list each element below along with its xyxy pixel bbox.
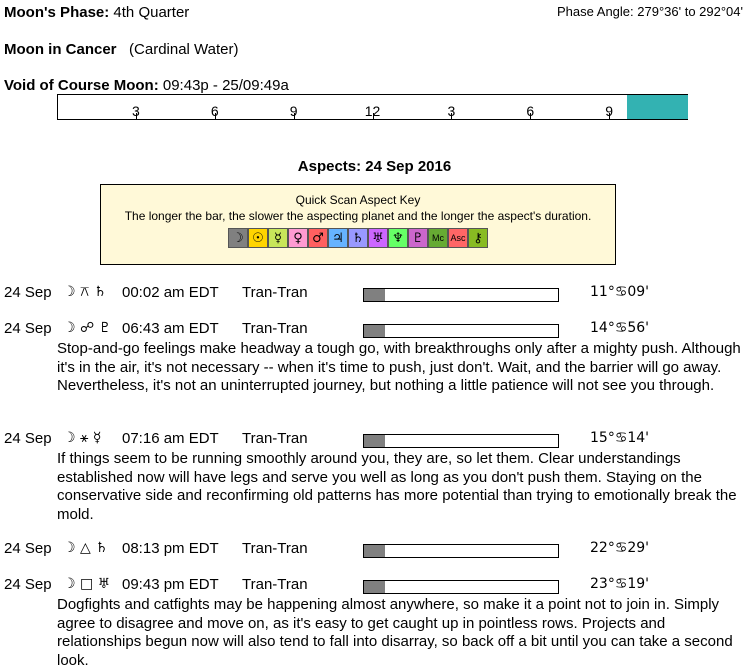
void-of-course-label: Void of Course Moon:: [4, 77, 159, 94]
aspect-header-line: [0, 540, 749, 560]
venus-icon: ♀: [288, 228, 308, 248]
aspect-symbols: ☽ ⚹ ☿: [63, 430, 102, 446]
aspect-duration-bar: [363, 288, 559, 302]
aspect-date: 24 Sep: [4, 576, 52, 593]
moon-phase-value: 4th Quarter: [113, 4, 190, 21]
aspect-key-title: Quick Scan Aspect Key: [295, 193, 421, 207]
moon-phase-label: Moon's Phase:: [4, 4, 110, 21]
midheaven-icon: Mc: [428, 228, 448, 248]
moon-sign-row: [4, 41, 239, 58]
aspect-kind: Tran-Tran: [242, 320, 308, 337]
aspect-kind: Tran-Tran: [242, 284, 308, 301]
aspect-time: 07:16 am EDT: [122, 430, 219, 447]
aspect-description: Stop-and-go feelings make headway a tough go, with breakthroughs only after a mighty push. Although it's in the air, it's not necessary -- when it's time to push, just don't. Wait, and the barrier will go away. Nevertheless, it's not an uninterrupted journey, but nothing a little patience will not see you through.: [57, 340, 741, 394]
uranus-icon: ♅: [368, 228, 388, 248]
aspect-kind: Tran-Tran: [242, 576, 308, 593]
timeline-tick-label: 9: [289, 103, 298, 119]
aspect-date: 24 Sep: [4, 320, 52, 337]
aspect-entry: [0, 430, 749, 524]
aspect-header-line: [0, 284, 749, 304]
timeline-tick-label: 6: [526, 103, 535, 119]
aspect-symbols: ☽ □ ♅: [63, 576, 111, 592]
aspect-duration-fill: [364, 435, 385, 447]
mercury-icon: ☿: [268, 228, 288, 248]
aspect-duration-bar: [363, 434, 559, 448]
pluto-icon: ♇: [408, 228, 428, 248]
aspect-duration-fill: [364, 325, 385, 337]
aspect-date: 24 Sep: [4, 540, 52, 557]
aspect-header-line: [0, 430, 749, 450]
moon-sign-label: Moon in Cancer: [4, 41, 117, 58]
moon-phase-row: [4, 4, 189, 21]
aspect-degree: 15°♋14': [590, 430, 650, 446]
aspect-degree: 23°♋19': [590, 576, 650, 592]
aspects-title: Aspects: 24 Sep 2016: [297, 158, 452, 175]
aspect-key-box: [100, 184, 616, 265]
void-of-course-timeline: [57, 94, 688, 120]
aspect-time: 08:13 pm EDT: [122, 540, 219, 557]
timeline-tick-label: 3: [131, 103, 140, 119]
timeline-tick-label: 9: [605, 103, 614, 119]
aspect-time: 06:43 am EDT: [122, 320, 219, 337]
aspect-kind: Tran-Tran: [242, 430, 308, 447]
saturn-icon: ♄: [348, 228, 368, 248]
void-of-course-fill: [627, 95, 688, 119]
moon-icon: ☽: [228, 228, 248, 248]
aspect-duration-bar: [363, 580, 559, 594]
aspect-degree: 11°♋09': [590, 284, 650, 300]
aspect-description: If things seem to be running smoothly around you, they are, so let them. Clear understandings established now will have legs and serve you well as long as you don't push them. Staying on the conservative side and reconfirming old patterns has more potential than trying to emotionally break the mold.: [57, 450, 737, 523]
timeline-tick-label: 12: [364, 103, 381, 119]
ascendant-icon: Asc: [448, 228, 468, 248]
void-of-course-value: 09:43p - 25/09:49a: [162, 77, 289, 94]
aspect-duration-bar: [363, 324, 559, 338]
aspect-key-description: The longer the bar, the slower the aspecting planet and the longer the aspect's duration.: [124, 209, 592, 223]
timeline-tick-label: 3: [447, 103, 456, 119]
phase-angle-value: 279°36' to 292°04': [637, 4, 743, 19]
aspect-key-glyphs: [101, 228, 615, 248]
aspect-entry: [0, 320, 749, 396]
aspect-description: Dogfights and catfights may be happening almost anywhere, so make it a point not to join in. Simply agree to disagree and move on, as it's easy to get caught up in pointless rows. Projects and relationships begun now will also tend to fall into disarray, so back off a bit until you can take a second look.: [57, 596, 733, 669]
aspect-entry: [0, 576, 749, 670]
aspect-date: 24 Sep: [4, 284, 52, 301]
sun-icon: ☉: [248, 228, 268, 248]
phase-angle-label: Phase Angle:: [557, 4, 634, 19]
aspect-entry: [0, 284, 749, 304]
aspect-entry: [0, 540, 749, 560]
aspect-symbols: ☽ ☍ ♇: [63, 320, 112, 336]
moon-sign-detail: (Cardinal Water): [129, 41, 239, 58]
aspect-duration-fill: [364, 545, 385, 557]
aspect-symbols: ☽ △ ♄: [63, 540, 108, 556]
aspect-header-line: [0, 320, 749, 340]
timeline-tick-label: 6: [210, 103, 219, 119]
chiron-icon: ⚷: [468, 228, 488, 248]
aspect-time: 09:43 pm EDT: [122, 576, 219, 593]
void-of-course-row: [4, 77, 289, 94]
neptune-icon: ♆: [388, 228, 408, 248]
aspect-degree: 22°♋29': [590, 540, 650, 556]
jupiter-icon: ♃: [328, 228, 348, 248]
phase-angle-row: [557, 4, 743, 19]
aspect-duration-fill: [364, 581, 385, 593]
aspect-time: 00:02 am EDT: [122, 284, 219, 301]
mars-icon: ♂: [308, 228, 328, 248]
aspect-symbols: ☽ ⚻ ♄: [63, 284, 107, 300]
aspect-degree: 14°♋56': [590, 320, 650, 336]
aspect-kind: Tran-Tran: [242, 540, 308, 557]
aspect-duration-fill: [364, 289, 385, 301]
aspect-duration-bar: [363, 544, 559, 558]
aspect-date: 24 Sep: [4, 430, 52, 447]
aspect-header-line: [0, 576, 749, 596]
